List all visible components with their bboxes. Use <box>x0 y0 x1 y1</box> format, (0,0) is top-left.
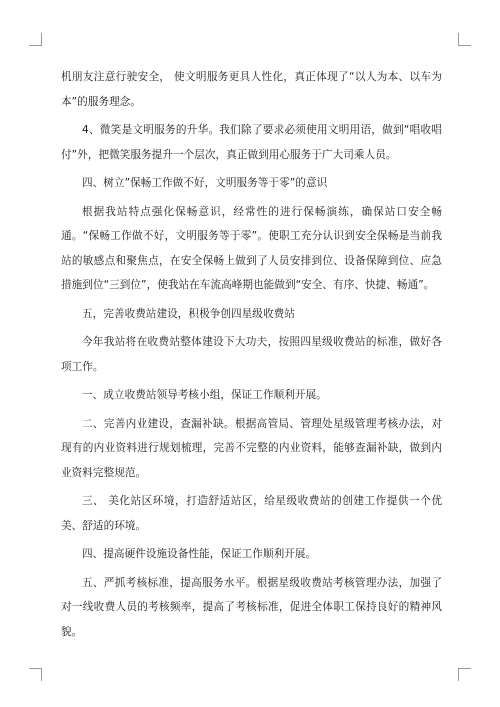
crop-mark-bottom-left <box>29 668 42 681</box>
paragraph-plan: 今年我站将在收费站整体建设下大功夫，按照四星级收费站的标准，做好各项工作。 <box>61 336 442 373</box>
crop-mark-bottom-right <box>458 668 471 681</box>
document-body <box>61 65 442 648</box>
list-item-1: 一、成立收费站领导考核小组，保证工作顺利开展。 <box>82 389 327 401</box>
paragraph-smile-service: 4、微笑是文明服务的升华。我们除了要求必须使用文明用语，做到“唱收唱付”外，把微笑服务提升一个层次，真正做到用心服务于广大司乘人员。 <box>61 124 442 161</box>
list-item-2: 二、完善内业建设，查漏补缺。根据高管局、管理处星级管理考核办法，对现有的内业资料进行规划梳理，完善不完整的内业资料，能够查漏补缺，做到内业资料完整规范。 <box>61 417 442 479</box>
list-item-3: 三、 美化站区环境，打造舒适站区，给星级收费站的创建工作提供一个优美、舒适的环境。 <box>61 495 442 532</box>
paragraph-continuation: 机朋友注意行驶安全， 使文明服务更具人性化，真正体现了“以人为本、以车为本”的服务理念。 <box>61 71 442 108</box>
crop-mark-top-right <box>458 33 471 46</box>
section-heading-4: 四、树立”保畅工作做不好，文明服务等于零”的意识 <box>82 177 328 189</box>
list-item-4: 四、提高硬件设施设备性能，保证工作顺利开展。 <box>82 548 317 560</box>
list-item-5: 五、严抓考核标准，提高服务水平。根据星级收费站考核管理办法，加强了对一线收费人员的考核频率，提高了考核标准，促进全体职工保持良好的精神风貌。 <box>61 576 442 638</box>
section-heading-5: 五，完善收费站建设，积极争创四星级收费站 <box>82 307 295 320</box>
crop-mark-top-left <box>29 33 42 46</box>
paragraph-safety: 根据我站特点强化保畅意识，经常性的进行保畅演练，确保站口安全畅通。“保畅工作做不好，文明服务等于零”。使职工充分认识到安全保畅是当前我站的敏感点和聚焦点，在安全保畅上做到了人员安排到位、设备保障到位、应急措施到位“三到位”，使我站在车流高峰期也能做到“安全、有序、快捷、畅通”。 <box>61 205 442 291</box>
